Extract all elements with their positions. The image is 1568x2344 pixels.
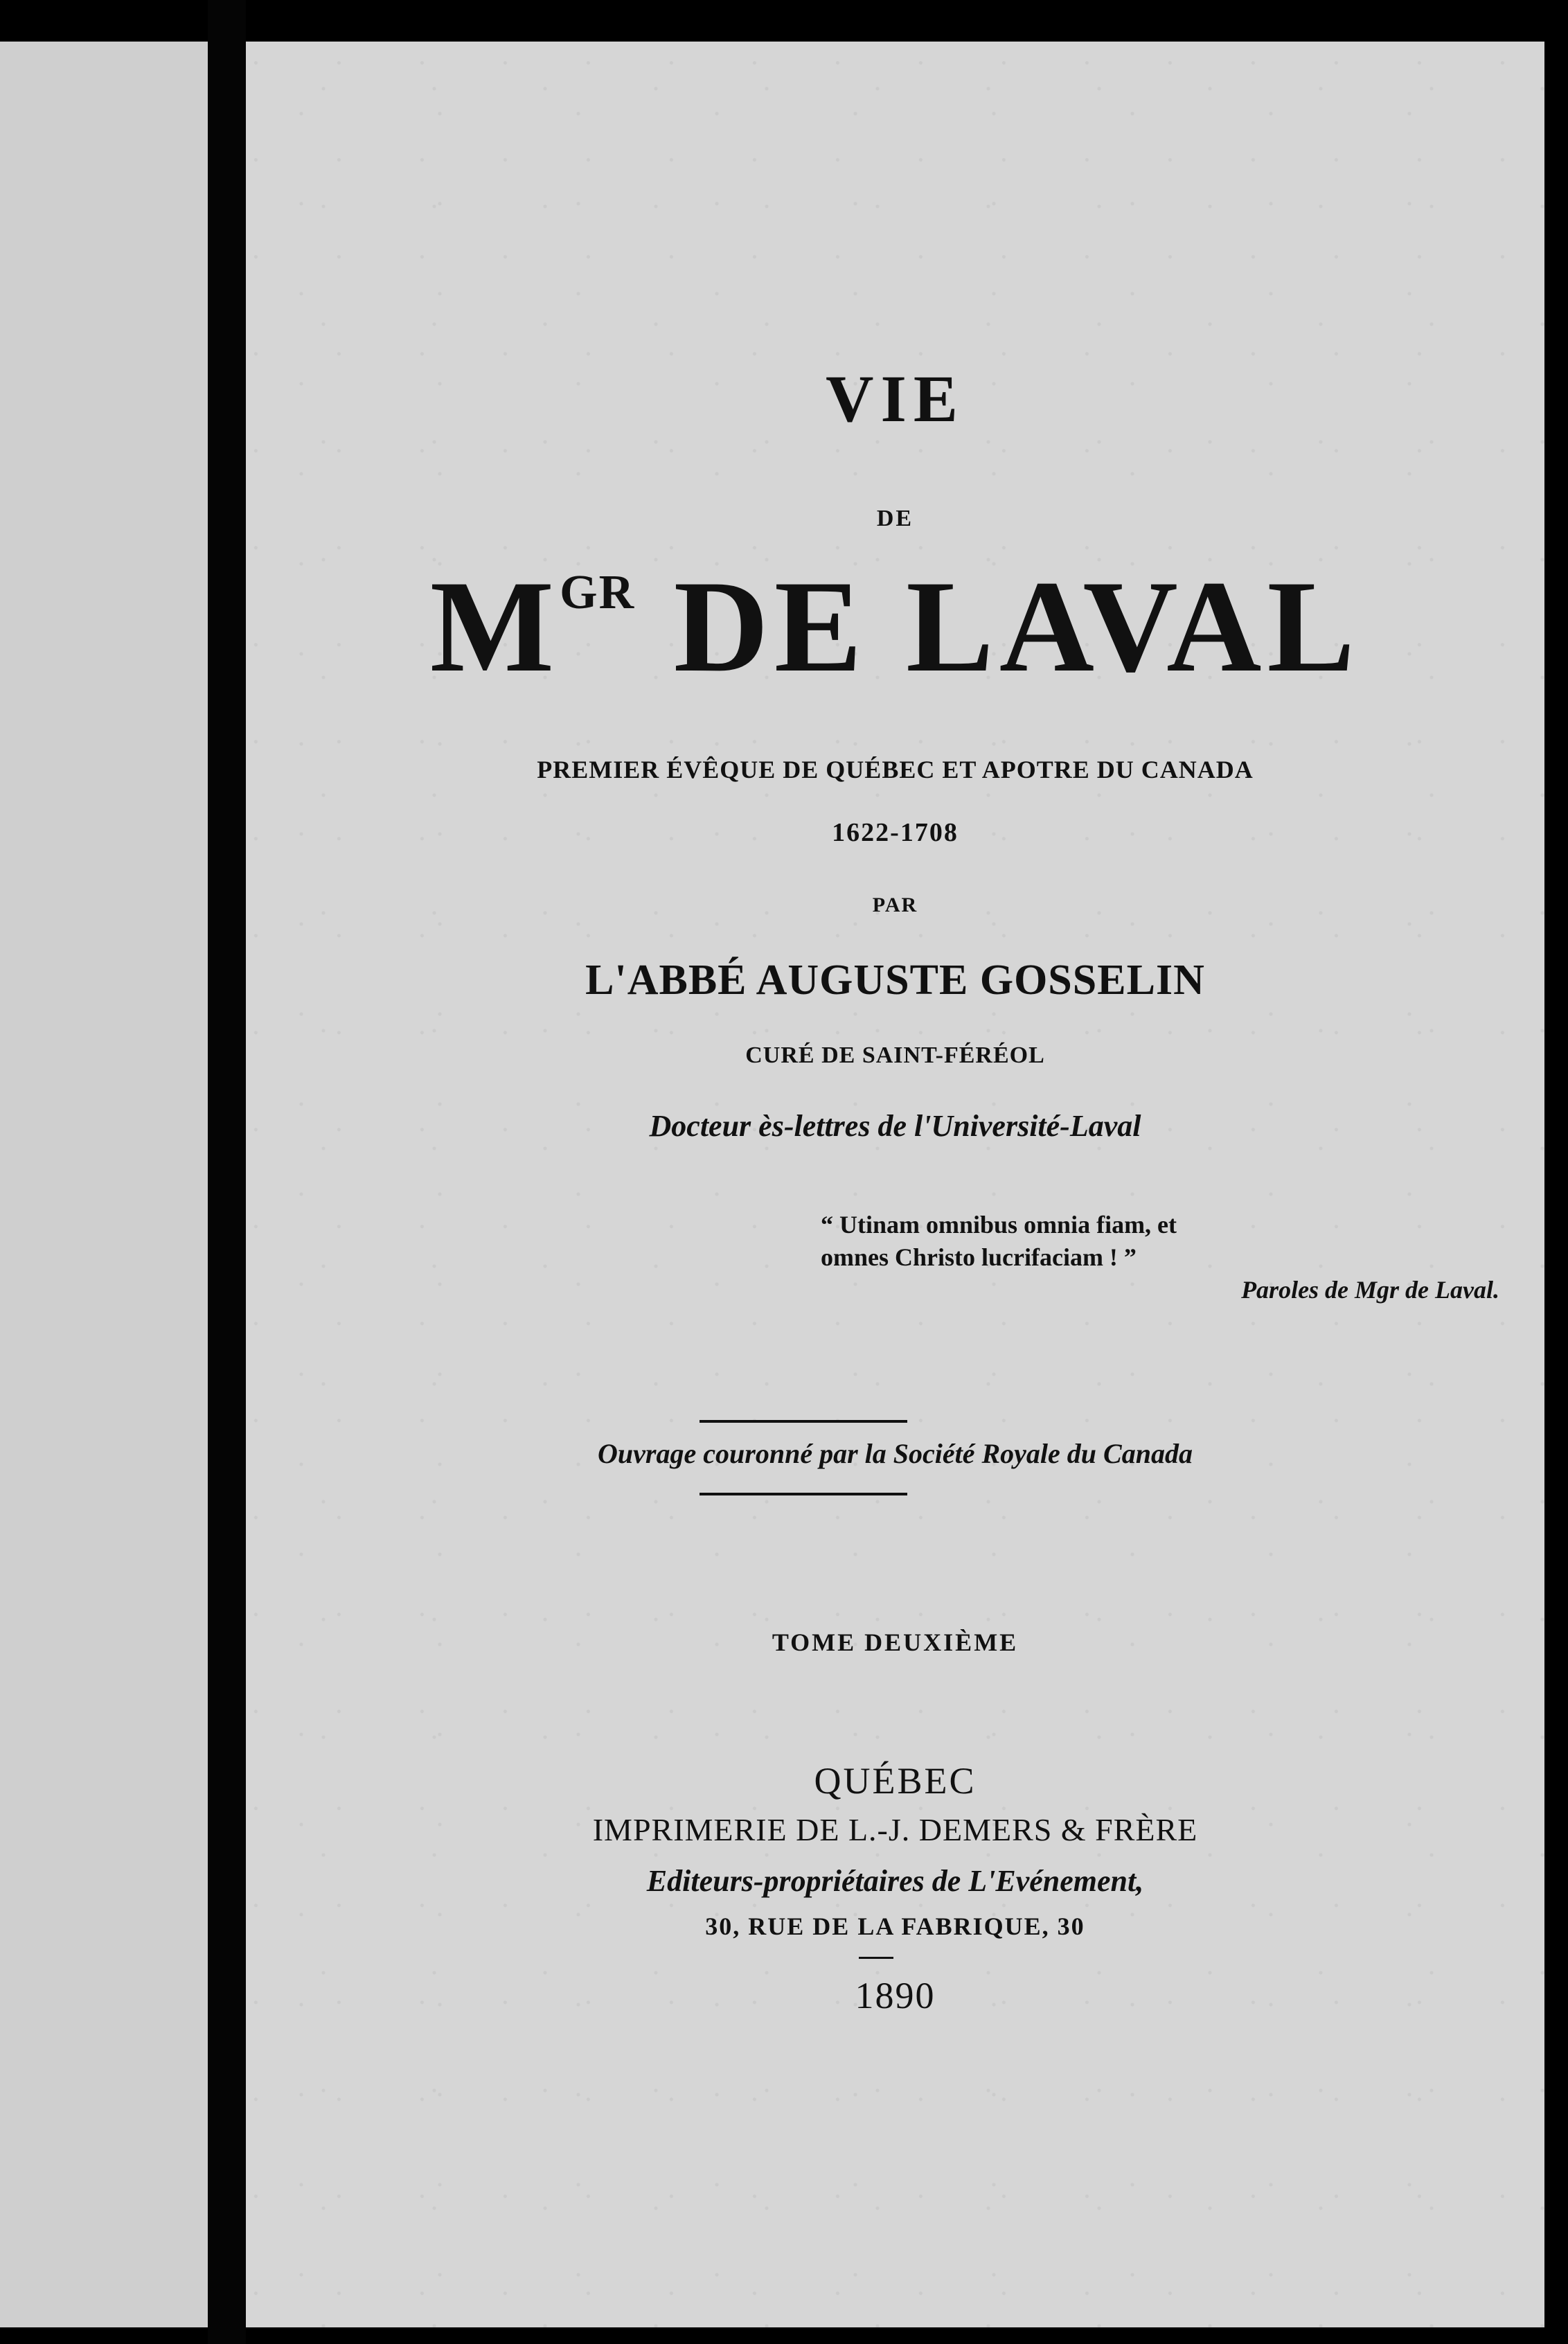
epigraph [821, 1209, 1513, 1306]
award-note: Ouvrage couronné par la Société Royale du Canada [598, 1438, 1193, 1469]
imprint-year: 1890 [855, 1975, 936, 2016]
imprint-publishers: Editeurs-propriétaires de L'Evénement, [646, 1864, 1144, 1898]
title-vie: VIE [826, 362, 965, 436]
subtitle: PREMIER ÉVÊQUE DE QUÉBEC ET APOTRE DU CANADA [537, 756, 1254, 783]
title-page [246, 42, 1544, 2327]
author-name: L'ABBÉ AUGUSTE GOSSELIN [585, 957, 1205, 1004]
epigraph-line-2: omnes Christo lucrifaciam ! ” [821, 1243, 1137, 1271]
imprint-address: 30, RUE DE LA FABRIQUE, 30 [705, 1912, 1085, 1940]
author-degree: Docteur ès-lettres de l'Université-Laval [649, 1109, 1141, 1143]
title-mgr: M [429, 554, 560, 700]
imprint-city: QUÉBEC [814, 1760, 977, 1802]
title-de: DE [876, 506, 914, 531]
rule-top [700, 1420, 907, 1423]
title-mgr-superscript: GR [560, 566, 636, 619]
facing-page [0, 42, 208, 2327]
epigraph-line-1: “ Utinam omnibus omnia fiam, et [821, 1211, 1177, 1238]
book-gutter [208, 0, 246, 2344]
volume-label: TOME DEUXIÈME [772, 1628, 1019, 1656]
life-dates: 1622-1708 [832, 818, 959, 847]
epigraph-attribution: Paroles de Mgr de Laval. [1241, 1275, 1499, 1304]
rule-short [859, 1957, 893, 1959]
par-label: PAR [872, 894, 918, 916]
title-name: DE LAVAL [673, 554, 1361, 700]
author-title: CURÉ DE SAINT-FÉRÉOL [745, 1042, 1045, 1068]
imprint-printer: IMPRIMERIE DE L.-J. DEMERS & FRÈRE [592, 1812, 1198, 1847]
main-title [246, 554, 1544, 700]
rule-bottom [700, 1493, 907, 1495]
